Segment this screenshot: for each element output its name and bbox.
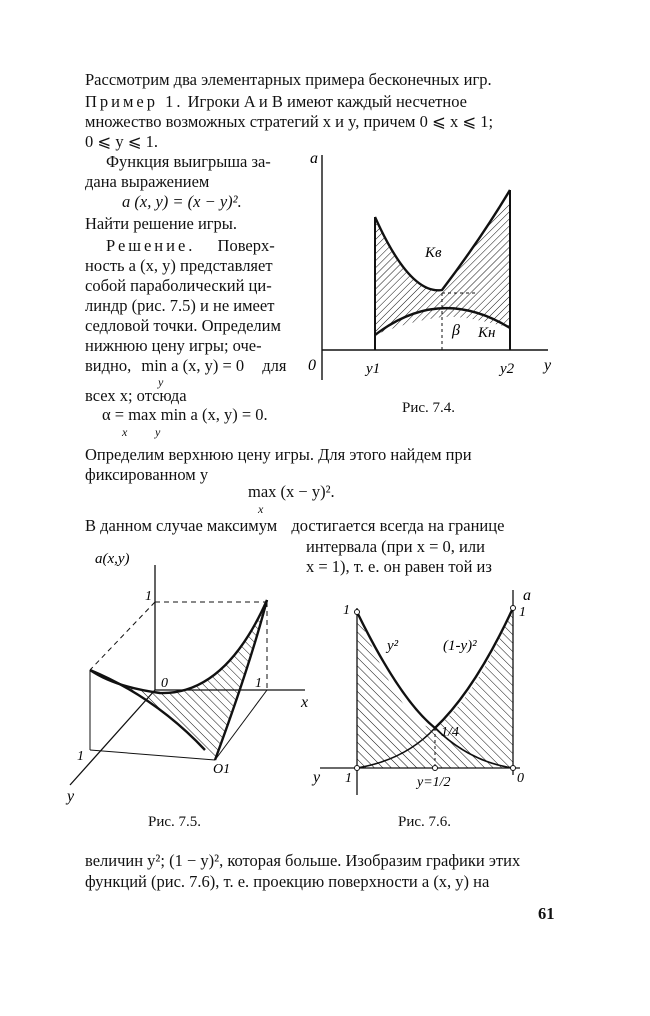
figure-7-5 — [55, 545, 325, 810]
fig76-point-mid — [433, 766, 438, 771]
min-subscript: y — [158, 375, 164, 389]
fig74-caption: Рис. 7.4. — [402, 400, 456, 416]
upper-formula: max (x − y)². — [248, 482, 335, 501]
fig74-label-kn: Kн — [478, 325, 496, 341]
fig74-label-y: y — [544, 357, 552, 374]
fig76-point-tl — [355, 610, 360, 615]
upper-formula-sub: x — [258, 502, 264, 516]
fig74-label-a: a — [310, 150, 318, 167]
solution-line-2: ность a (x, y) представляет — [85, 256, 273, 275]
payoff-line-2: дана выражением — [85, 172, 210, 191]
solution-line-1 — [106, 236, 275, 256]
fig76-label-1-bl: 1 — [345, 771, 352, 786]
solution-line-4: линдр (рис. 7.5) и не имеет — [85, 296, 275, 315]
solution-line-8: всех x; отсюда — [85, 386, 187, 405]
fig75-caption: Рис. 7.5. — [148, 814, 202, 830]
fig76-label-half: y=1/2 — [417, 775, 451, 790]
solution-line7b: min a (x, y) = 0 — [141, 356, 245, 375]
upper-line-1: Определим верхнюю цену игры. Для этого найдем при — [85, 445, 472, 464]
example-line-2: множество возможных стратегий x и y, причем 0 ⩽ x ⩽ 1; — [85, 112, 494, 131]
payoff-line-1: Функция выигрыша за- — [106, 152, 271, 171]
fig76-label-0: 0 — [517, 771, 524, 786]
fig74-label-origin: 0 — [308, 357, 316, 374]
boundary-line1a: В данном случае максимум — [85, 516, 278, 535]
closing-line-2: функций (рис. 7.6), т. е. проекцию поверхности a (x, y) на — [85, 872, 490, 891]
fig75-label-y: y — [67, 788, 75, 805]
boundary-line-1 — [85, 516, 504, 536]
fig75-label-1-right: 1 — [255, 676, 262, 691]
fig75-label-origin: 0 — [161, 676, 168, 691]
payoff-formula: a (x, y) = (x − y)². — [122, 192, 242, 211]
fig76-label-a: a — [523, 587, 531, 604]
solution-line7c: для — [262, 356, 287, 375]
fig76-label-quarter: 1/4 — [441, 725, 459, 740]
upper-line-2: фиксированном y — [85, 465, 209, 484]
example-line-3: 0 ⩽ y ⩽ 1. — [85, 132, 159, 151]
fig75-y-axis — [70, 690, 155, 785]
boundary-line-2: интервала (при x = 0, или — [306, 537, 485, 556]
solution-line1-rest: Поверх- — [217, 236, 275, 255]
fig74-label-y1: y1 — [366, 361, 381, 377]
fig75-label-o1: O1 — [213, 762, 231, 777]
boundary-line-3: x = 1), т. е. он равен той из — [306, 557, 492, 576]
solution-label: Решение. — [106, 236, 196, 255]
page-number: 61 — [538, 904, 555, 923]
fig76-point-br — [511, 766, 516, 771]
fig75-label-a: a(x,y) — [95, 551, 130, 567]
solution-line-7 — [85, 356, 287, 376]
figure-7-4 — [300, 145, 560, 395]
example-line1-rest: Игроки A и B имеют каждый несчетное — [187, 92, 467, 111]
example-label: Пример 1. — [85, 92, 184, 111]
boundary-line1b: достигается всегда на границе — [291, 516, 505, 535]
fig76-label-y2: y² — [387, 638, 399, 654]
fig74-label-y2: y2 — [500, 361, 515, 377]
fig76-label-1-tr: 1 — [519, 605, 526, 620]
fig75-label-1-left: 1 — [77, 749, 84, 764]
fig76-label-y: y — [313, 769, 321, 786]
fig76-point-tr — [511, 606, 516, 611]
intro-paragraph: Рассмотрим два элементарных примера бесконечных игр. — [85, 70, 492, 89]
solution-line-6: нижнюю цену игры; оче- — [85, 336, 262, 355]
fig75-label-x: x — [301, 694, 309, 711]
solution-line-5: седловой точки. Определим — [85, 316, 281, 335]
fig74-label-beta: β — [452, 322, 460, 339]
fig75-hatched-surface — [90, 600, 267, 760]
alpha-sub-y: y — [155, 425, 161, 439]
solution-line7a: видно, — [85, 356, 132, 375]
alpha-sub-x: x — [122, 425, 128, 439]
alpha-formula: α = max min a (x, y) = 0. — [102, 405, 268, 424]
fig76-point-bl — [355, 766, 360, 771]
example-line-1 — [85, 92, 467, 112]
task-text: Найти решение игры. — [85, 214, 238, 233]
fig76-label-1-minus-y2: (1-y)² — [443, 638, 477, 654]
fig76-caption: Рис. 7.6. — [398, 814, 452, 830]
fig75-dash-left — [90, 602, 155, 670]
fig75-label-1-top: 1 — [145, 589, 152, 604]
closing-line-1: величин y²; (1 − y)², которая больше. Изобразим графики этих — [85, 851, 521, 870]
fig76-label-1-tl: 1 — [343, 603, 350, 618]
fig74-label-kv: Kв — [425, 245, 442, 261]
solution-line-3: собой параболический ци- — [85, 276, 272, 295]
fig76-hatched-region — [357, 608, 513, 768]
fig75-bottom-edge — [90, 750, 215, 760]
figure-7-6 — [305, 580, 545, 805]
